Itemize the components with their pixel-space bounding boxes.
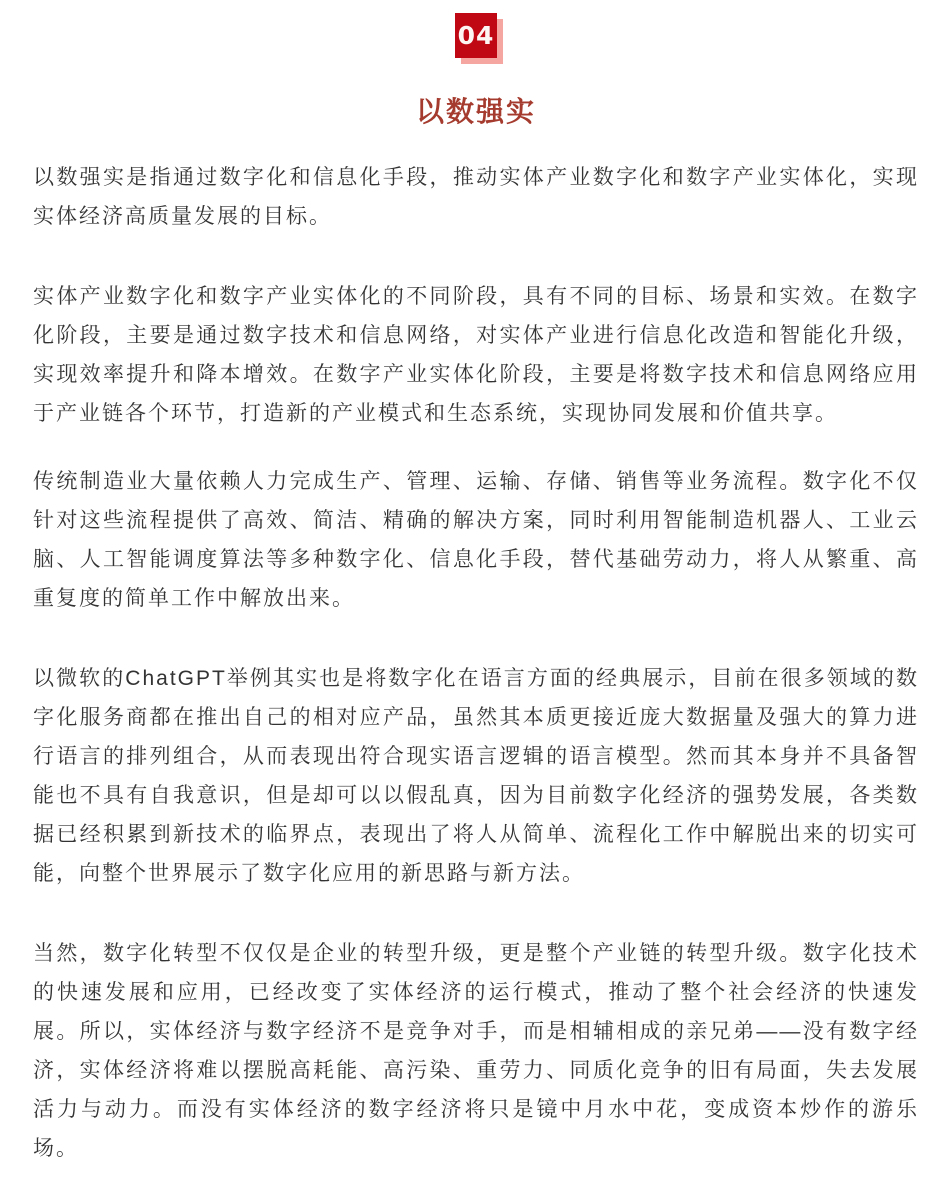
paragraph-1: 以数强实是指通过数字化和信息化手段，推动实体产业数字化和数字产业实体化，实现实体经济高质量发展的目标。 — [33, 166, 919, 228]
section-title: 以数强实 — [415, 96, 536, 127]
paragraph-5: 当然，数字化转型不仅仅是企业的转型升级，更是整个产业链的转型升级。数字化技术的快速发展和应用，已经改变了实体经济的运行模式，推动了整个社会经济的快速发展。所以，实体经济与数字经济不是竞争对手，而是相辅相成的亲兄弟——没有数字经济，实体经济将难以摆脱高耗能、高污染、重劳力、同质化竞争的旧有局面，失去发展活力与动力。而没有实体经济的数字经济将只是镜中月水中花，变成资本炒作的游乐场。 — [33, 942, 919, 1160]
section-number: 04 — [457, 21, 495, 50]
paragraph-2: 实体产业数字化和数字产业实体化的不同阶段，具有不同的目标、场景和实效。在数字化阶段，主要是通过数字技术和信息网络，对实体产业进行信息化改造和智能化升级，实现效率提升和降本增效。在数字产业实体化阶段，主要是将数字技术和信息网络应用于产业链各个环节，打造新的产业模式和生态系统，实现协同发展和价值共享。 — [33, 285, 919, 425]
paragraph-3: 传统制造业大量依赖人力完成生产、管理、运输、存储、销售等业务流程。数字化不仅针对这些流程提供了高效、简洁、精确的解决方案，同时利用智能制造机器人、工业云脑、人工智能调度算法等多种数字化、信息化手段，替代基础劳动力，将人从繁重、高重复度的简单工作中解放出来。 — [33, 470, 919, 610]
paragraph-4: 以微软的ChatGPT举例其实也是将数字化在语言方面的经典展示，目前在很多领域的数字化服务商都在推出自己的相对应产品，虽然其本质更接近庞大数据量及强大的算力进行语言的排列组合，从而表现出符合现实语言逻辑的语言模型。然而其本身并不具备智能也不具有自我意识，但是却可以以假乱真，因为目前数字化经济的强势发展，各类数据已经积累到新技术的临界点，表现出了将人从简单、流程化工作中解脱出来的切实可能，向整个世界展示了数字化应用的新思路与新方法。 — [33, 667, 919, 885]
section-number-badge — [455, 13, 497, 58]
article-body — [0, 158, 952, 1168]
